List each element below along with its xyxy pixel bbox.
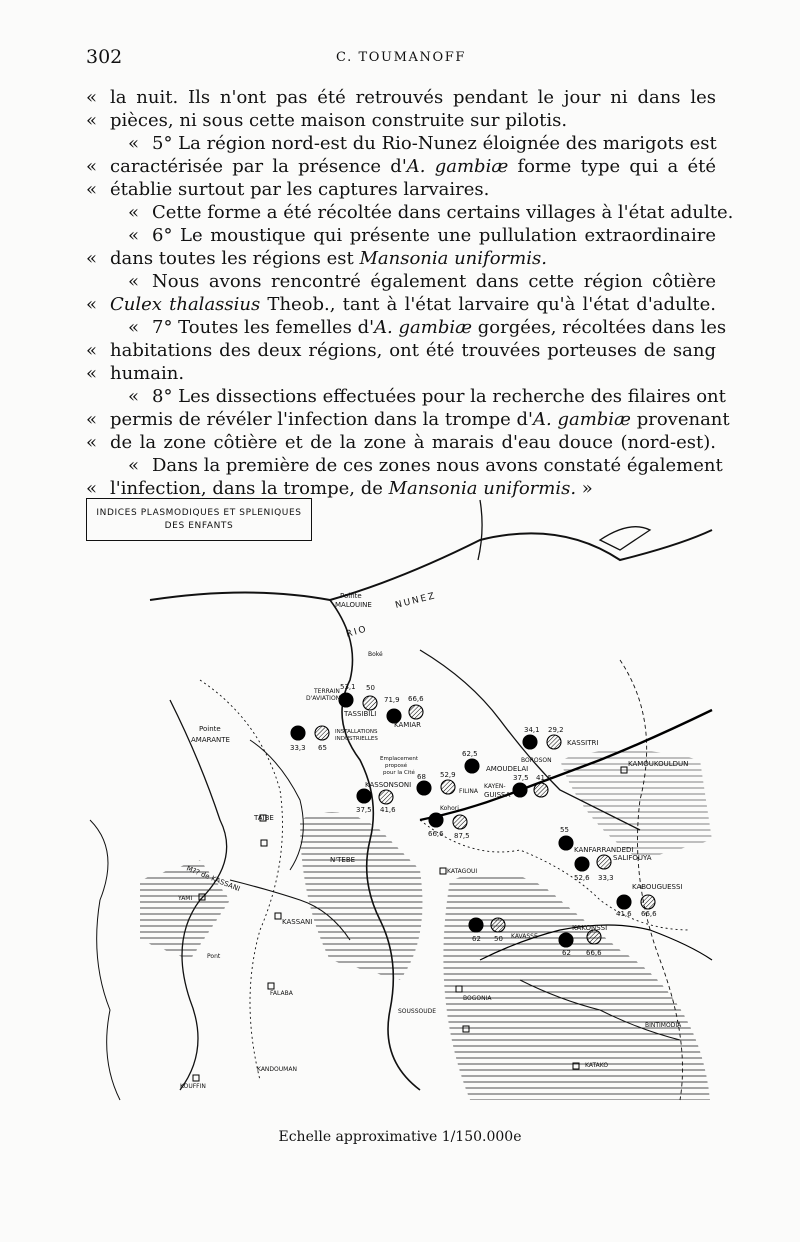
text-line: « dans toutes les régions est Mansonia uniformis. [86,248,547,269]
text-line: « 5° La région nord-est du Rio-Nunez éloignée des marigots est [128,133,717,154]
index-value: 50 [494,935,503,943]
index-value: 66,6 [641,910,657,918]
map-label: BINTIMODIA [645,1022,682,1029]
map-label: KANFARRANDEDI [574,846,634,854]
text-line: « 8° Les dissections effectuées pour la recherche des filaires ont [128,386,726,407]
map-label: D'AVIATION [306,695,341,702]
map-label: M?? de KASSANI [185,864,242,894]
page-header [86,46,716,70]
legend-line: INDICES PLASMODIQUES ET SPLENIQUES [96,508,302,518]
map-label: SOUSSOUDE [398,1008,437,1015]
map-label: Boké [368,651,383,658]
text-line: « Cette forme a été récoltée dans certains villages à l'état adulte. [128,202,734,223]
body-text [86,86,734,500]
index-value: 33,3 [598,874,614,882]
index-value: 87,5 [454,832,470,840]
index-value: 41,6 [380,806,396,814]
text-line: « l'infection, dans la trompe, de Mansonia uniformis. » [86,478,593,499]
index-value: 29,2 [548,726,564,734]
map-label: YAMI [178,895,193,902]
map-label: BOGONIA [463,995,492,1002]
map-label: KAKONSSI [572,924,608,932]
index-value: 37,5 [513,774,529,782]
text-line: « la nuit. Ils n'ont pas été retrouvés pendant le jour ni dans les [86,87,716,108]
river [250,740,303,870]
index-value: 50 [366,684,375,692]
text-line: « 7° Toutes les femelles d'A. gambiæ gorgées, récoltées dans les [128,317,727,338]
map-label: FALABA [270,990,293,997]
map-label: AMOUDELAI [486,765,529,773]
map-label: FILINA [459,788,478,795]
map-label: INSTALLATIONS [335,729,378,735]
page-number: 302 [86,46,123,68]
map-label: Pointe [199,725,221,733]
map-label: GUISSA [484,791,511,799]
index-value: 66,6 [428,830,444,838]
index-value: 68 [417,773,426,781]
marsh-area [300,812,423,980]
map-label: proposé [385,763,408,769]
index-value: 55 [560,826,569,834]
legend-line: DES ENFANTS [164,521,234,531]
river [90,820,120,1100]
map-label: NUNEZ [394,591,438,611]
index-value: 37,5 [356,806,372,814]
map-label: MALOUINE [335,601,372,609]
index-value: 53,1 [340,683,356,691]
running-head: C. TOUMANOFF [335,50,466,65]
map-label: BOROSON [521,757,552,764]
map-label: KOUFFIN [180,1083,206,1090]
text-line: « Nous avons rencontré également dans cette région côtière [128,271,716,292]
map-label: KASSONSONI [365,781,412,789]
map-label: Pont [207,953,221,960]
index-value: 52,9 [440,771,456,779]
text-line: « caractérisée par la présence d'A. gambiæ forme type qui a été [86,156,716,177]
map-label: Emplacement [380,756,419,762]
index-value: 41,6 [536,774,552,782]
river [478,500,482,560]
text-line: « de la zone côtière et de la zone à marais d'eau douce (nord-est). [86,432,716,453]
region-map [78,496,720,1118]
text-line: « pièces, ni sous cette maison construite sur pilotis. [86,110,568,131]
index-value: 66,6 [408,695,424,703]
map-label: TAIBE [254,814,274,822]
map-label: KAYEN- [484,783,506,790]
map-label: AMARANTE [191,736,230,744]
map-label: KAMIAR [394,721,422,729]
map-label: KASSITRI [567,739,599,747]
map-label: KABOUGUESSI [632,883,683,891]
river [600,527,650,550]
index-value: 62 [472,935,481,943]
text-line: « Dans la première de ces zones nous avons constaté également [128,455,723,476]
map-label: KAMOUKOULDUN [628,760,689,768]
index-value: 33,3 [290,744,306,752]
index-value: 62,5 [462,750,478,758]
index-value: 65 [318,744,327,752]
text-line: « 6° Le moustique qui présente une pullulation extraordinaire [128,225,716,246]
text-line: « Culex thalassius Theob., tant à l'état larvaire qu'à l'état d'adulte. [86,294,716,315]
text-line: « habitations des deux régions, ont été trouvées porteuses de sang [86,340,716,361]
map-label: Pointe [340,592,362,600]
map-label: pour la Cité [383,770,415,776]
marsh-area [443,873,710,1100]
map-label: TASSIBILI [344,710,377,718]
map-label: INDUSTRIELLES [335,736,378,742]
coastline [150,530,712,600]
index-value: 41,6 [616,910,632,918]
map-label: N'TEBE [330,856,356,864]
index-value: 62 [562,949,571,957]
map-label: Kohori [440,805,459,812]
text-line: « permis de révéler l'infection dans la trompe d'A. gambiæ provenant [86,409,730,430]
text-line: « établie surtout par les captures larvaires. [86,179,490,200]
map-label: KATAKO [585,1062,609,1069]
index-value: 66,6 [586,949,602,957]
index-value: 52,6 [574,874,590,882]
map-label: SALIFOUYA [613,854,652,862]
map-label: RIO [345,624,369,640]
text-line: « humain. [86,363,185,384]
map-label: KATAGOUI [447,868,478,875]
map-label: KANDOUMAN [257,1066,297,1073]
map-label: KAVASSE [511,933,538,940]
map-caption: Echelle approximative 1/150.000e [278,1129,522,1145]
index-value: 71,9 [384,696,400,704]
index-value: 34,1 [524,726,540,734]
map-label: TERRAIN [314,688,340,695]
map-label: KASSANI [282,918,313,926]
